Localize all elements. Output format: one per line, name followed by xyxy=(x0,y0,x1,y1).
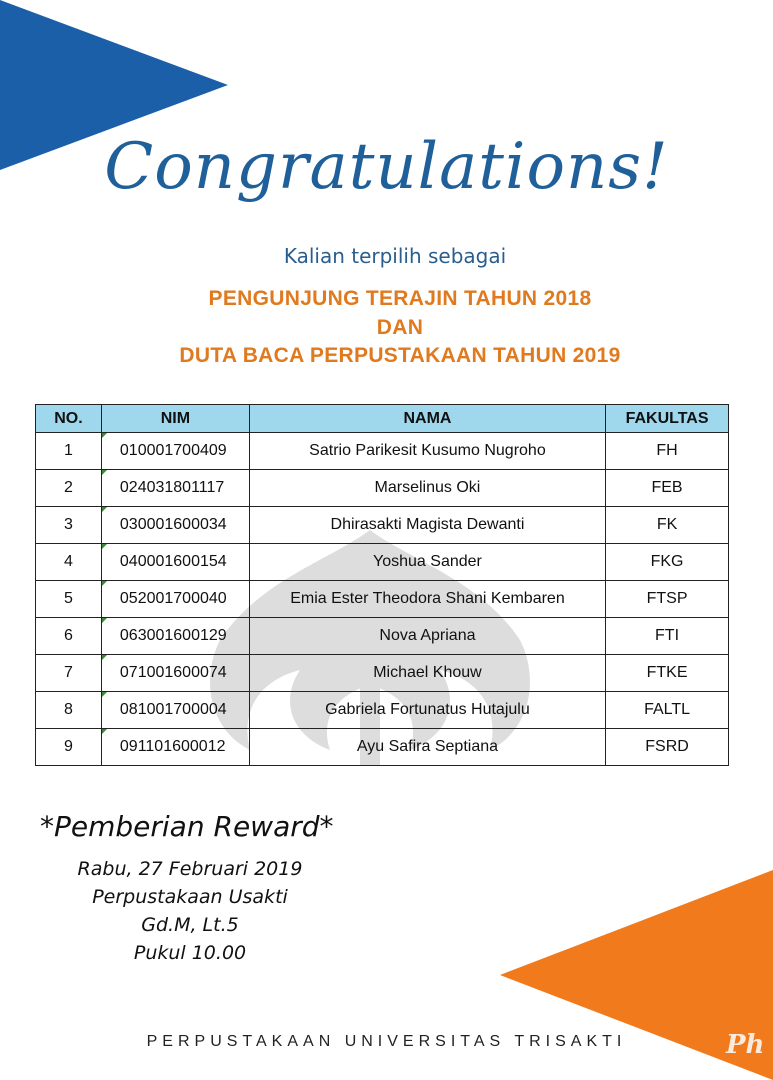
column-header-nama: NAMA xyxy=(249,405,605,433)
cell-nama: Gabriela Fortunatus Hutajulu xyxy=(249,692,605,729)
cell-nim: 052001700040 xyxy=(101,581,249,618)
table-row xyxy=(36,470,729,507)
cell-nama: Dhirasakti Magista Dewanti xyxy=(249,507,605,544)
cell-nim: 063001600129 xyxy=(101,618,249,655)
cell-no: 1 xyxy=(36,433,102,470)
cell-nama: Ayu Safira Septiana xyxy=(249,729,605,766)
cell-no: 8 xyxy=(36,692,102,729)
cell-nim: 071001600074 xyxy=(101,655,249,692)
awardee-table xyxy=(35,404,729,766)
photo-app-watermark: Ph xyxy=(726,1030,765,1060)
reward-title: *Pemberian Reward* xyxy=(40,810,334,843)
heading-line-3: DUTA BACA PERPUSTAKAAN TAHUN 2019 xyxy=(179,344,621,367)
cell-fakultas: FTKE xyxy=(606,655,729,692)
table-row xyxy=(36,581,729,618)
cell-fakultas: FKG xyxy=(606,544,729,581)
table-row xyxy=(36,433,729,470)
cell-no: 2 xyxy=(36,470,102,507)
cell-no: 5 xyxy=(36,581,102,618)
cell-fakultas: FSRD xyxy=(606,729,729,766)
cell-fakultas: FTSP xyxy=(606,581,729,618)
column-header-no: NO. xyxy=(36,405,102,433)
reward-building: Gd.M, Lt.5 xyxy=(141,914,239,936)
footer-organization: PERPUSTAKAAN UNIVERSITAS TRISAKTI xyxy=(146,1033,627,1050)
table-row xyxy=(36,507,729,544)
subtitle: Kalian terpilih sebagai xyxy=(283,244,507,268)
cell-nim: 091101600012 xyxy=(101,729,249,766)
reward-time: Pukul 10.00 xyxy=(133,942,247,964)
table-row xyxy=(36,655,729,692)
cell-nama: Michael Khouw xyxy=(249,655,605,692)
cell-fakultas: FALTL xyxy=(606,692,729,729)
reward-place: Perpustakaan Usakti xyxy=(92,886,288,908)
column-header-nim: NIM xyxy=(101,405,249,433)
cell-fakultas: FH xyxy=(606,433,729,470)
table-row xyxy=(36,729,729,766)
table-row xyxy=(36,692,729,729)
cell-no: 7 xyxy=(36,655,102,692)
cell-no: 4 xyxy=(36,544,102,581)
table-row xyxy=(36,544,729,581)
cell-nim: 030001600034 xyxy=(101,507,249,544)
cell-fakultas: FK xyxy=(606,507,729,544)
cell-nama: Marselinus Oki xyxy=(249,470,605,507)
cell-nama: Nova Apriana xyxy=(249,618,605,655)
column-header-fakultas: FAKULTAS xyxy=(606,405,729,433)
cell-nim: 040001600154 xyxy=(101,544,249,581)
table-header-row xyxy=(36,405,729,433)
cell-nama: Emia Ester Theodora Shani Kembaren xyxy=(249,581,605,618)
heading-line-1: PENGUNJUNG TERAJIN TAHUN 2018 xyxy=(208,287,592,310)
table-row xyxy=(36,618,729,655)
cell-no: 9 xyxy=(36,729,102,766)
cell-nama: Satrio Parikesit Kusumo Nugroho xyxy=(249,433,605,470)
congratulations-title: Congratulations! xyxy=(104,130,669,204)
cell-fakultas: FTI xyxy=(606,618,729,655)
cell-nama: Yoshua Sander xyxy=(249,544,605,581)
heading-line-2: DAN xyxy=(376,316,424,339)
cell-nim: 024031801117 xyxy=(101,470,249,507)
cell-fakultas: FEB xyxy=(606,470,729,507)
reward-date: Rabu, 27 Februari 2019 xyxy=(77,858,303,880)
cell-nim: 010001700409 xyxy=(101,433,249,470)
cell-no: 3 xyxy=(36,507,102,544)
cell-nim: 081001700004 xyxy=(101,692,249,729)
cell-no: 6 xyxy=(36,618,102,655)
